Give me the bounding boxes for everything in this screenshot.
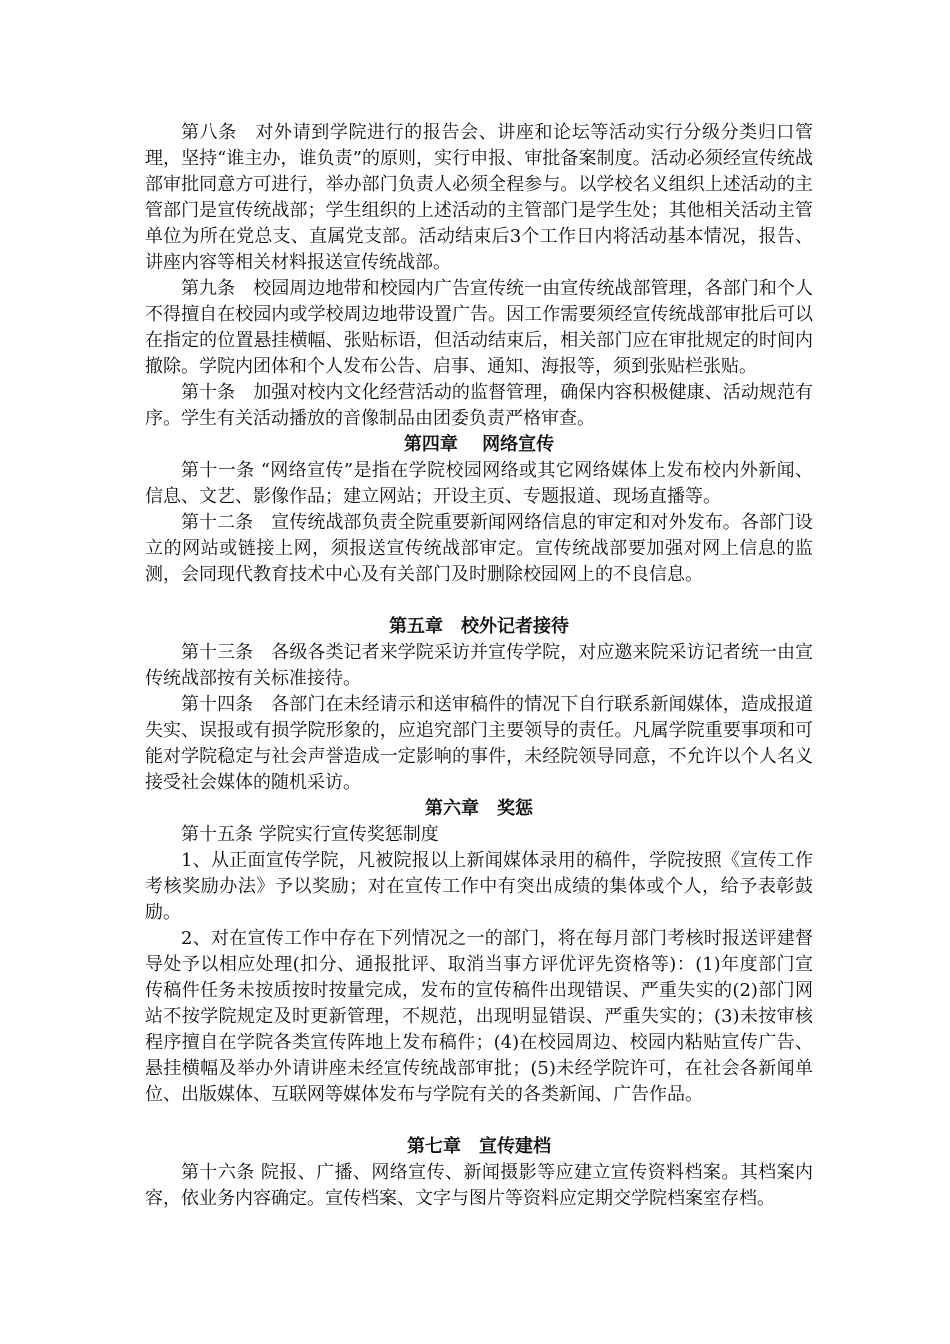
article-13: 第十三条 各级各类记者来学院采访并宣传学院，对应邀来院采访记者统一由宣传统战部按有关标准接待。 (145, 642, 813, 689)
article-8: 第八条 对外请到学院进行的报告会、讲座和论坛等活动实行分级分类归口管理，坚持“谁主办，谁负责”的原则，实行申报、审批备案制度。活动必须经宣传统战部审批同意方可进行，举办部门负责人必须全程参与。以学校名义组织上述活动的主管部门是宣传统战部；学生组织的上述活动的主管部门是学生处；其他相关活动主管单位为所在党总支、直属党支部。活动结束后3个工作日内将活动基本情况，报告、讲座内容等相关材料报送宣传统战部。 (145, 122, 813, 273)
spacer (145, 1108, 813, 1134)
document-page (145, 120, 813, 1212)
article-10: 第十条 加强对校内文化经营活动的监督管理，确保内容积极健康、活动规范有序。学生有关活动播放的音像制品由团委负责严格审查。 (145, 382, 813, 429)
chapter-4-heading: 第四章 网络宣传 (403, 434, 555, 455)
article-15-item-1: 1、从正面宣传学院，凡被院报以上新闻媒体录用的稿件，学院按照《宣传工作考核奖励办法》予以奖励；对在宣传工作中有突出成绩的集体或个人，给予表彰鼓励。 (145, 850, 813, 923)
chapter-6-heading: 第六章 奖惩 (425, 798, 533, 819)
spacer (145, 588, 813, 614)
article-11: 第十一条 “网络宣传”是指在学院校园网络或其它网络媒体上发布校内外新闻、信息、文艺、影像作品；建立网站；开设主页、专题报道、现场直播等。 (145, 460, 813, 507)
article-14: 第十四条 各部门在未经请示和送审稿件的情况下自行联系新闻媒体，造成报道失实、误报或有损学院形象的，应追究部门主要领导的责任。凡属学院重要事项和可能对学院稳定与社会声誉造成一定影响的事件，未经院领导同意，不允许以个人名义接受社会媒体的随机采访。 (145, 694, 813, 793)
chapter-7-heading: 第七章 宣传建档 (407, 1136, 551, 1157)
article-9: 第九条 校园周边地带和校园内广告宣传统一由宣传统战部管理，各部门和个人不得擅自在校园内或学校周边地带设置广告。因工作需要须经宣传统战部审批后可以在指定的位置悬挂横幅、张贴标语，但活动结束后，相关部门应在审批规定的时间内撤除。学院内团体和个人发布公告、启事、通知、海报等，须到张贴栏张贴。 (145, 278, 813, 377)
chapter-5-heading: 第五章 校外记者接待 (389, 616, 569, 637)
article-15-item-2: 2、对在宣传工作中存在下列情况之一的部门，将在每月部门考核时报送评建督导处予以相应处理(扣分、通报批评、取消当事方评优评先资格等)：(1)年度部门宣传稿件任务未按质按时按量完成，发布的宣传稿件出现错误、严重失实的(2)部门网站不按学院规定及时更新管理，不规范，出现明显错误、严重失实的；(3)未按审核程序擅自在学院各类宣传阵地上发布稿件；(4)在校园周边、校园内粘贴宣传广告、悬挂横幅及举办外请讲座未经宣传统战部审批；(5)未经学院许可，在社会各新闻单位、出版媒体、互联网等媒体发布与学院有关的各类新闻、广告作品。 (145, 928, 813, 1105)
article-16: 第十六条 院报、广播、网络宣传、新闻摄影等应建立宣传资料档案。其档案内容，依业务内容确定。宣传档案、文字与图片等资料应定期交学院档案室存档。 (145, 1162, 813, 1209)
article-15: 第十五条 学院实行宣传奖惩制度 (181, 824, 439, 845)
article-12: 第十二条 宣传统战部负责全院重要新闻网络信息的审定和对外发布。各部门设立的网站或链接上网，须报送宣传统战部审定。宣传统战部要加强对网上信息的监测，会同现代教育技术中心及有关部门及时删除校园网上的不良信息。 (145, 512, 813, 585)
